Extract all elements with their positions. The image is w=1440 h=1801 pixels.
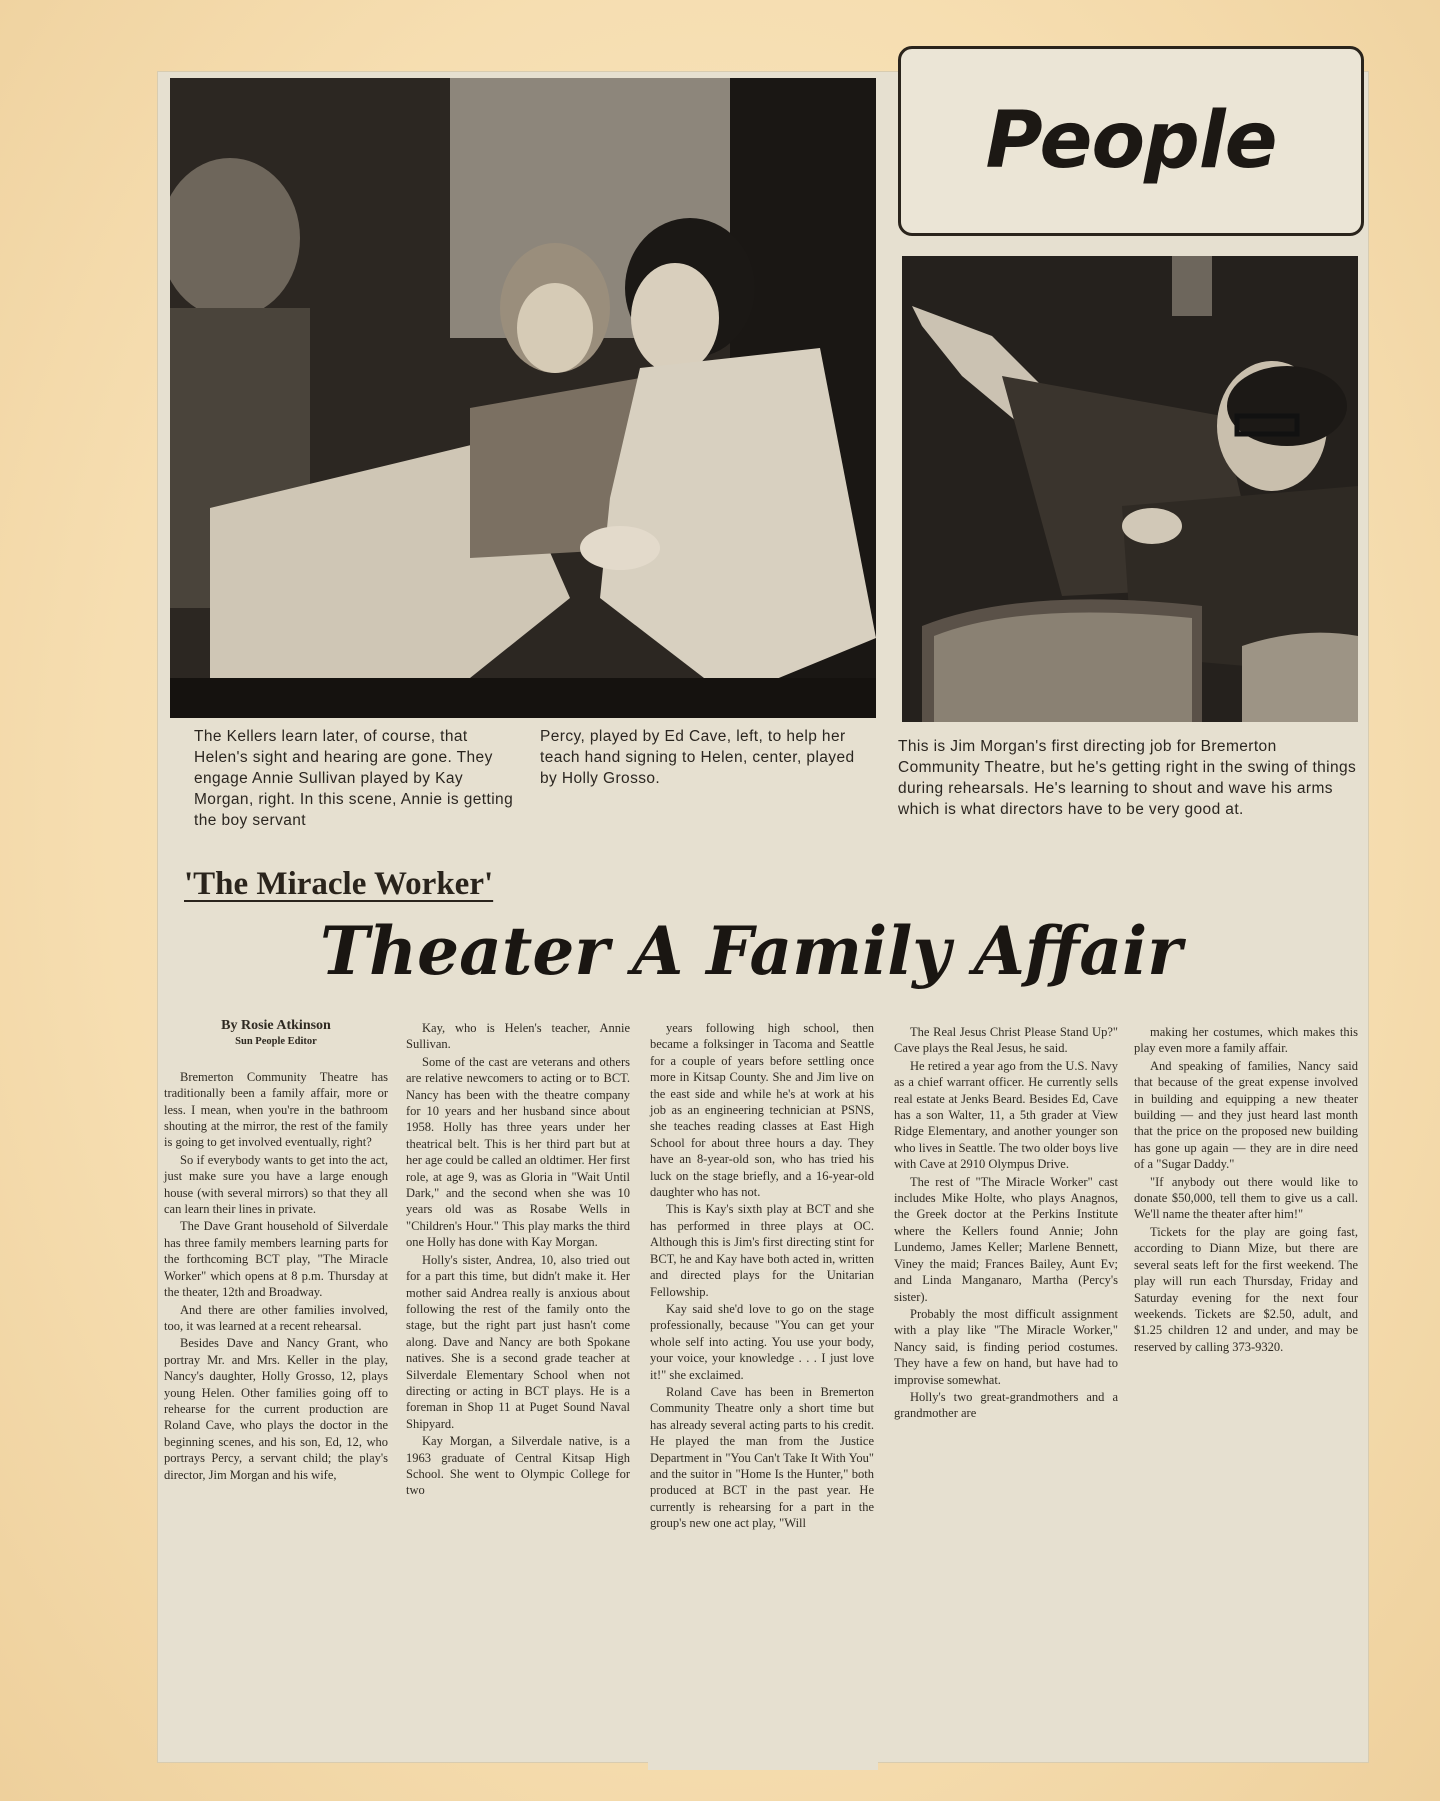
article-paragraph: Kay, who is Helen's teacher, Annie Sullivan. [406,1021,630,1052]
article-paragraph: The Dave Grant household of Silverdale has three family members learning parts for the forthcoming BCT play, "The Miracle Worker" which opens at 8 p.m. Thursday at the theater, 12th and Broadway. [164,1219,388,1300]
article-paragraph: making her costumes, which makes this play even more a family affair. [1134,1025,1358,1056]
article-paragraph: So if everybody wants to get into the act, just make sure you have a large enough house (with several mirrors) so that they all can learn their lines in private. [164,1152,388,1217]
section-label: People [985,96,1277,186]
article-paragraph: Besides Dave and Nancy Grant, who portray Mr. and Mrs. Keller in the play, Nancy's daughter, Holly Grosso, 12, plays young Helen. Other families going off to rehearse for the current production are Roland Cave, who plays the doctor in the beginning scenes, and his son, Ed, 12, who portrays Percy, a servant child; the play's director, Jim Morgan and his wife, [164,1336,388,1482]
article-paragraph: years following high school, then became a folksinger in Tacoma and Seattle for a couple of years before settling once more in Kitsap County. She and Jim live on the east side and while he's at work at his job as an engineering technician at PSNS, she teaches reading classes at East High School for about three hours a day. They have an 8-year-old son, who has tried his luck on the stage briefly, and a 16-year-old daughter who has not. [650,1021,874,1200]
article-paragraph: Bremerton Community Theatre has traditionally been a family affair, more or less. I mean, when you're in the bathroom shouting at the mirror, the rest of the family is going to get involved eventually, right? [164,1069,388,1150]
article-paragraph: He retired a year ago from the U.S. Navy as a chief warrant officer. He currently sells real estate at Jenks Beard. Besides Ed, Cave has a son Walter, 11, a 5th grader at View Ridge Elementary, and another younger son who lives in Seattle. The two older boys live with Cave at 2910 Olympus Drive. [894,1058,1118,1172]
director-scene-illustration [902,256,1358,722]
photo-caption-right: This is Jim Morgan's first directing job for Bremerton Community Theatre, but he's getting right in the swing of things during rehearsals. He's learning to shout and wave his arms which is what directors have to be very good at. [898,738,1357,818]
article-paragraph: "If anybody out there would like to donate $50,000, tell them to give us a call. We'll name the theater after him!" [1134,1174,1358,1222]
article-kicker: 'The Miracle Worker' [184,866,494,902]
article-paragraph: The rest of "The Miracle Worker" cast includes Mike Holte, who plays Anagnos, the Greek doctor at the Perkins Institute where the Kellers found Annie; John Lundemo, James Keller; Marlene Bennett, Viney the maid; Frances Bailey, Aunt Ev; and Linda Manganaro, Martha (Percy's sister). [894,1174,1118,1304]
byline-author: By Rosie Atkinson [221,1018,331,1033]
article-column-1 [164,1018,388,1484]
article-paragraph: The Real Jesus Christ Please Stand Up?" Cave plays the Real Jesus, he said. [894,1025,1118,1056]
article-paragraph: Some of the cast are veterans and others are relative newcomers to acting or to BCT. Nancy has been with the theatre company for 10 years and her husband since about 1958. Holly has three years under her theatrical belt. This is her third part but at her age could be called an oldtimer. Her first role, at age 9, was as Gloria in "Wait Until Dark," and the second when she was 10 years old was as Rosabe Wells in "Children's Hour." This play marks the third one Holly has done with Kay Morgan. [406,1054,630,1250]
article-paragraph: Roland Cave has been in Bremerton Community Theatre only a short time but has already several acting parts to his credit. He played the man from the Justice Department in "You Can't Take It With You" and the suitor in "Home Is the Hunter," both produced at BCT in the past year. He currently is rehearsing for a part in the group's new one act play, "Will [650,1384,874,1531]
article-column-5 [1134,1024,1358,1356]
article-paragraph: Kay Morgan, a Silverdale native, is a 1963 graduate of Central Kitsap High School. She went to Olympic College for two [406,1434,630,1498]
article-column-2 [406,1020,630,1500]
article-paragraph: Tickets for the play are going fast, according to Diann Mize, but there are several seats left for the first weekend. The play will run each Thursday, Friday and Saturday evening for the next four weekends. Tickets are $2.50, adult, and $1.25 children 12 and under, and may be reserved by calling 373-9320. [1134,1224,1358,1354]
photo-caption-left-col2: Percy, played by Ed Cave, left, to help her teach hand signing to Helen, center, played by Holly Grosso. [540,728,855,787]
article-column-4 [894,1024,1118,1423]
section-header-box [898,46,1364,236]
article-paragraph: Probably the most difficult assignment with a play like "The Miracle Worker," Nancy said, is finding period costumes. They have a few on hand, but have had to improvise somewhat. [894,1306,1118,1387]
byline-title: Sun People Editor [235,1036,317,1048]
clipping-lower-extension [648,1760,878,1770]
photo-caption-left-col1: The Kellers learn later, of course, that Helen's sight and hearing are gone. They engage Annie Sullivan played by Kay Morgan, right. In this scene, Annie is getting the boy servant [194,728,514,829]
article-paragraph: Holly's sister, Andrea, 10, also tried out for a part this time, but didn't make it. Her mother said Andrea really is anxious about following the rest of the family onto the stage, but the right part just hasn't come along. Dave and Nancy are both Spokane natives. She is a second grade teacher at Silverdale Elementary School when not directing or acting in BCT plays. He is a foreman in Shop 11 at Puget Sound Naval Shipyard. [406,1252,630,1431]
article-paragraph: Kay said she'd love to go on the stage professionally, because "You can get your whole self into acting. You use your body, your voice, your knowledge . . . I just love it!" she exclaimed. [650,1301,874,1382]
director-photo-right [902,256,1358,722]
article-paragraph: Holly's two great-grandmothers and a grandmother are [894,1389,1118,1421]
article-paragraph: And speaking of families, Nancy said that because of the great expense involved in building and equipping a new theater building — and they just heard last month that the price on the proposed new building has gone up again — they are in dire need of a "Sugar Daddy." [1134,1058,1358,1172]
rehearsal-photo-left [170,78,876,718]
article-headline: Theater A Family Affair [320,912,1182,990]
article-paragraph: This is Kay's sixth play at BCT and she has performed in three plays at OC. Although this is Jim's first directing stint for BCT, he and Kay have both acted in, written and directed plays for the Unitarian Fellowship. [650,1202,874,1299]
rehearsal-scene-illustration [170,78,876,718]
article-paragraph: And there are other families involved, too, it was learned at a recent rehearsal. [164,1302,388,1333]
byline [164,1018,388,1051]
column-1-text [164,1069,388,1483]
article-column-3 [650,1020,874,1533]
